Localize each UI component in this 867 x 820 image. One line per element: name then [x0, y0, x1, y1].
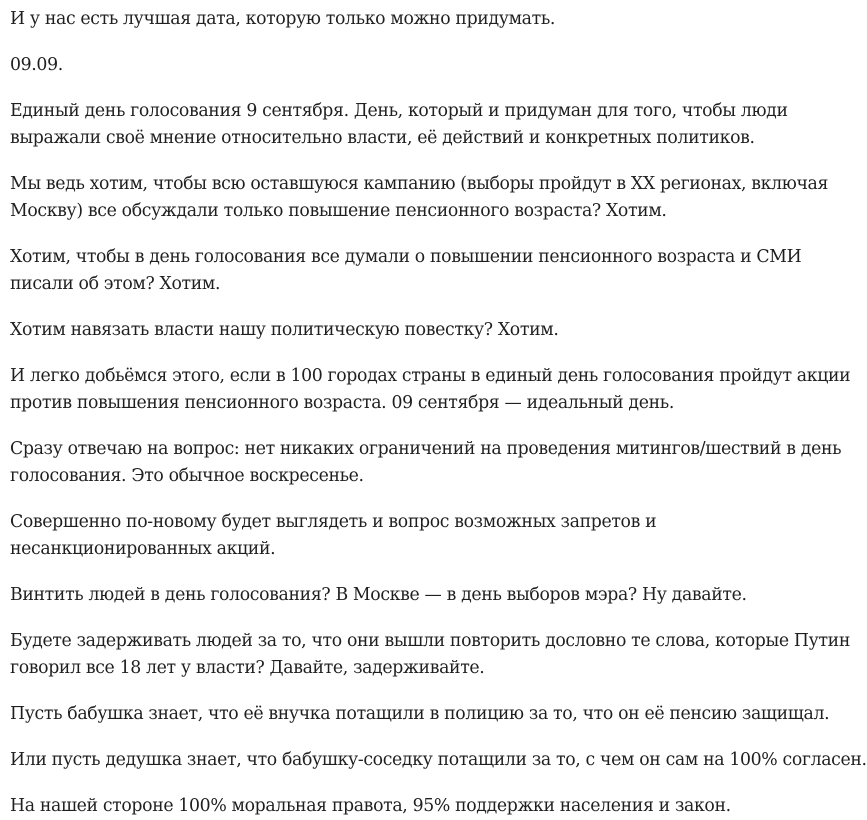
paragraph-line: Совершенно по-новому будет выглядеть и вопрос возможных запретов и [10, 512, 657, 532]
paragraph-line: выражали своё мнение относительно власти, её действий и конкретных политиков. [10, 128, 755, 148]
paragraph [10, 6, 767, 33]
paragraph [10, 628, 851, 682]
paragraph-line: Винтить людей в день голосования? В Москве — в день выборов мэра? Ну давайте. [10, 585, 747, 605]
paragraph-line: На нашей стороне 100% моральная правота, 95% поддержки населения и закон. [10, 796, 731, 816]
paragraph [10, 509, 767, 563]
paragraph-line: 09.09. [10, 55, 63, 75]
paragraph-line: говорил все 18 лет у власти? Давайте, задерживайте. [10, 658, 485, 678]
paragraph-line: Москву) все обсуждали только повышение пенсионного возраста? Хотим. [10, 201, 667, 221]
paragraph-line: Пусть бабушка знает, что её внучка потащили в полицию за то, что он её пенсию защищал. [10, 704, 830, 724]
paragraph [10, 582, 767, 609]
paragraph-line: несанкционированных акций. [10, 539, 276, 559]
paragraph [10, 747, 867, 774]
paragraph [10, 701, 830, 728]
paragraph-line: Или пусть дедушка знает, что бабушку-соседку потащили за то, с чем он сам на 100% согласен. [10, 750, 867, 770]
paragraph [10, 793, 767, 820]
paragraph-line: писали об этом? Хотим. [10, 274, 221, 294]
paragraph [10, 436, 842, 490]
paragraph [10, 98, 788, 152]
paragraph-line: Единый день голосования 9 сентября. День, который и придуман для того, чтобы люди [10, 101, 788, 121]
paragraph-line: Сразу отвечаю на вопрос: нет никаких ограничений на проведения митингов/шествий в день [10, 439, 842, 459]
paragraph [10, 171, 829, 225]
paragraph-line: И у нас есть лучшая дата, которую только можно придумать. [10, 9, 556, 29]
paragraph [10, 363, 851, 417]
paragraph-line: И легко добьёмся этого, если в 100 городах страны в единый день голосования пройдут акции [10, 366, 851, 386]
paragraph-line: против повышения пенсионного возраста. 09 сентября — идеальный день. [10, 393, 674, 413]
paragraph-line: Будете задерживать людей за то, что они вышли повторить дословно те слова, которые Путин [10, 631, 851, 651]
paragraph [10, 52, 767, 79]
paragraph [10, 317, 767, 344]
paragraph [10, 244, 802, 298]
paragraph-line: Хотим, чтобы в день голосования все думали о повышении пенсионного возраста и СМИ [10, 247, 802, 267]
paragraph-line: Хотим навязать власти нашу политическую повестку? Хотим. [10, 320, 559, 340]
paragraph-line: голосования. Это обычное воскресенье. [10, 466, 364, 486]
paragraph-line: Мы ведь хотим, чтобы всю оставшуюся кампанию (выборы пройдут в XX регионах, включая [10, 174, 829, 194]
